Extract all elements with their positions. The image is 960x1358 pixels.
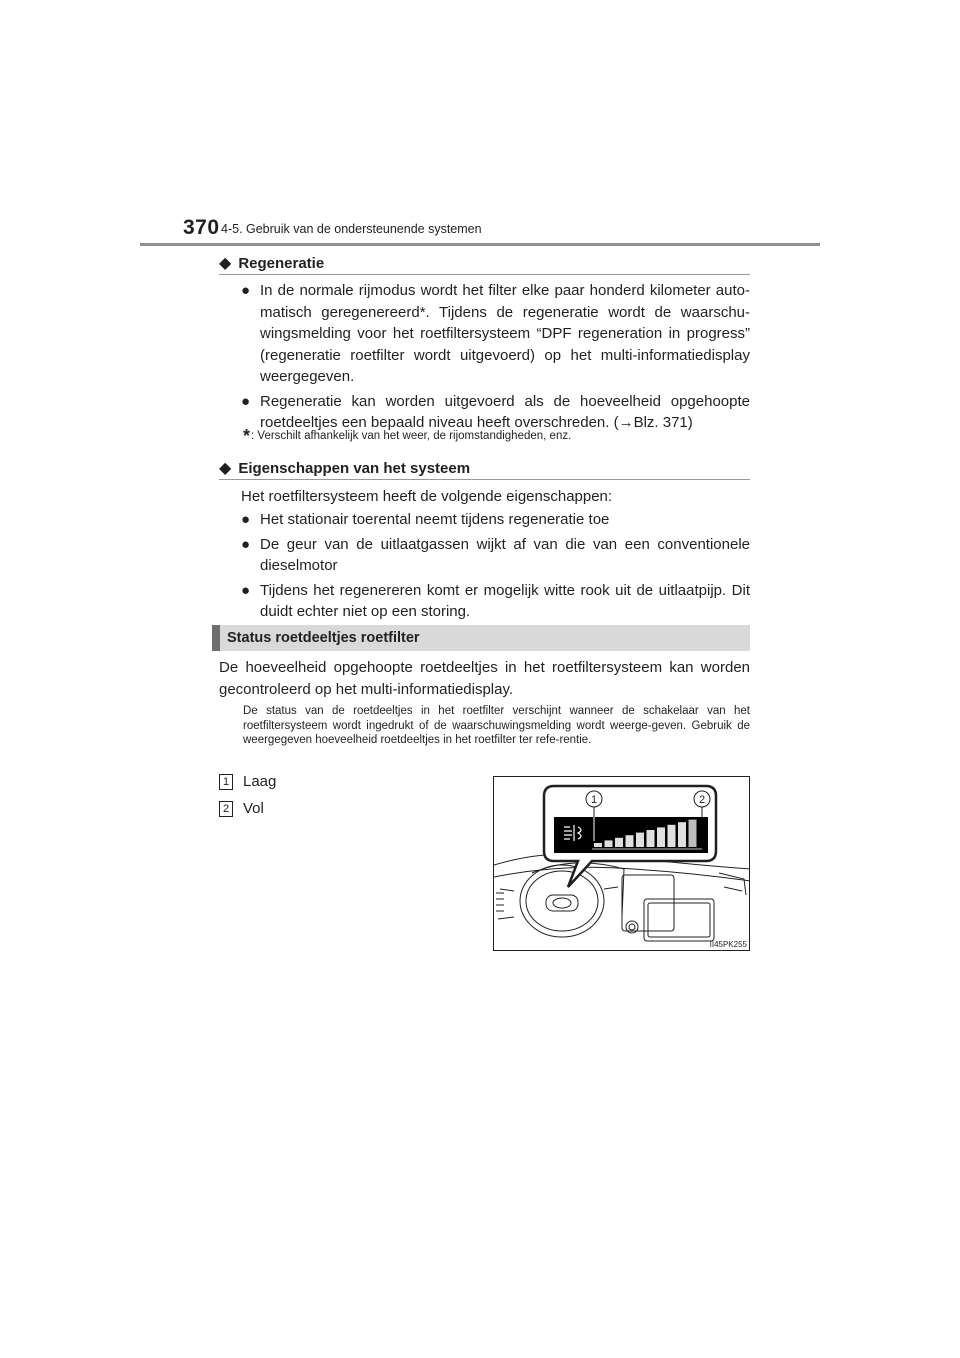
dashboard-illustration: [493, 776, 750, 951]
callout-number-2: 2: [698, 794, 706, 806]
list-item-text: In de normale rijmodus wordt het filter elke paar honderd kilometer auto-matisch geregenereerd*. Tijdens de regeneratie wordt de waarschu-wingsmelding voor het roetfiltersysteem “DPF regeneration in progress” (regeneratie roetfilter wordt uitgevoerd) op het multi-informatiedisplay weergegeven.: [260, 282, 750, 385]
knob-icon-inner: [629, 924, 635, 930]
subheading-eigenschappen: [219, 458, 470, 478]
list-item: [241, 280, 750, 388]
steering-wheel-inner: [526, 871, 598, 931]
diamond-icon: ◆: [219, 460, 232, 477]
center-display-screen: [648, 903, 710, 937]
gauge-segment: [605, 840, 613, 847]
footnote-text: : Verschilt afhankelijk van het weer, de rijomstandigheden, enz.: [251, 430, 572, 442]
subheading-regeneratie: [219, 253, 324, 273]
list-item: [241, 534, 750, 577]
gauge-segment: [594, 843, 602, 847]
list-item-text: Tijdens het regenereren komt er mogelijk witte rook uit de uitlaatpijp. Dit duidt echter niet op een storing.: [260, 581, 750, 620]
right-vent: [719, 873, 746, 895]
subheading-rule: [219, 274, 750, 275]
eigenschappen-bullet-list: [241, 509, 750, 626]
gauge-segment: [647, 830, 655, 847]
list-item: [241, 509, 750, 531]
left-switches: [496, 893, 504, 911]
bullet-icon: ●: [241, 392, 251, 410]
bullet-icon: ●: [241, 535, 251, 553]
regeneratie-bullet-list: [241, 280, 750, 437]
legend-label: Vol: [243, 800, 264, 817]
subheading-rule: [219, 479, 750, 480]
list-item-text: Regeneratie kan worden uitgevoerd als de hoeveelheid opgehoopte roetdeeltjes een bepaald niveau heeft overschreden. (→Blz. 371): [260, 392, 750, 431]
diamond-icon: ◆: [219, 255, 232, 272]
legend-label: Laag: [243, 773, 277, 790]
steering-hub: [546, 895, 578, 911]
stalks: [498, 887, 618, 919]
legend-number: 1: [219, 774, 233, 790]
gauge-segment: [678, 822, 686, 847]
legend-item-low: [219, 773, 276, 790]
footnote: [243, 426, 571, 447]
page-number: 370: [183, 216, 220, 239]
callout-number-1: 1: [590, 794, 598, 806]
emblem-icon: [553, 898, 571, 908]
list-item: [241, 580, 750, 623]
gauge-segment: [668, 825, 676, 847]
header-rule: [140, 243, 820, 246]
list-item-text: De geur van de uitlaatgassen wijkt af van die van een conventionele dieselmotor: [260, 535, 750, 574]
center-display: [644, 899, 714, 941]
gauge-segment: [626, 835, 634, 847]
section-heading-bar: [212, 625, 750, 651]
legend-item-full: [219, 800, 264, 817]
bullet-icon: ●: [241, 581, 251, 599]
subheading-text: Eigenschappen van het systeem: [238, 459, 471, 477]
gauge-segment: [657, 827, 665, 847]
bullet-icon: ●: [241, 511, 251, 528]
gauge-segment: [636, 833, 644, 847]
bullet-icon: ●: [241, 282, 251, 299]
gauge-segment: [615, 838, 623, 847]
section-title: Status roetdeeltjes roetfilter: [227, 630, 420, 646]
legend-number: 2: [219, 801, 233, 817]
steering-wheel: [520, 865, 604, 937]
list-item-text: Het stationair toerental neemt tijdens regeneratie toe: [260, 511, 610, 528]
figure-code: II45PK255: [709, 940, 747, 949]
footnote-marker: *: [243, 426, 251, 446]
intro-text: Het roetfiltersysteem heeft de volgende eigenschappen:: [241, 488, 613, 505]
subheading-text: Regeneratie: [238, 254, 325, 272]
gauge-segment: [689, 820, 697, 847]
status-paragraph: De hoeveelheid opgehoopte roetdeeltjes in het roetfiltersysteem kan worden gecontroleerd op het multi-informatiedisplay.: [219, 659, 750, 698]
running-head: 4-5. Gebruik van de ondersteunende systemen: [221, 222, 482, 236]
status-note: De status van de roetdeeltjes in het roetfilter verschijnt wanneer de schakelaar van het roetfiltersysteem wordt ingedrukt of de waarschuwingsmelding wordt weerge-geven. Gebruik de weergegeven hoeveelheid roetdeeltjes in het roetfilter ter refe-rentie.: [243, 705, 750, 746]
dashboard-svg: [494, 777, 750, 951]
